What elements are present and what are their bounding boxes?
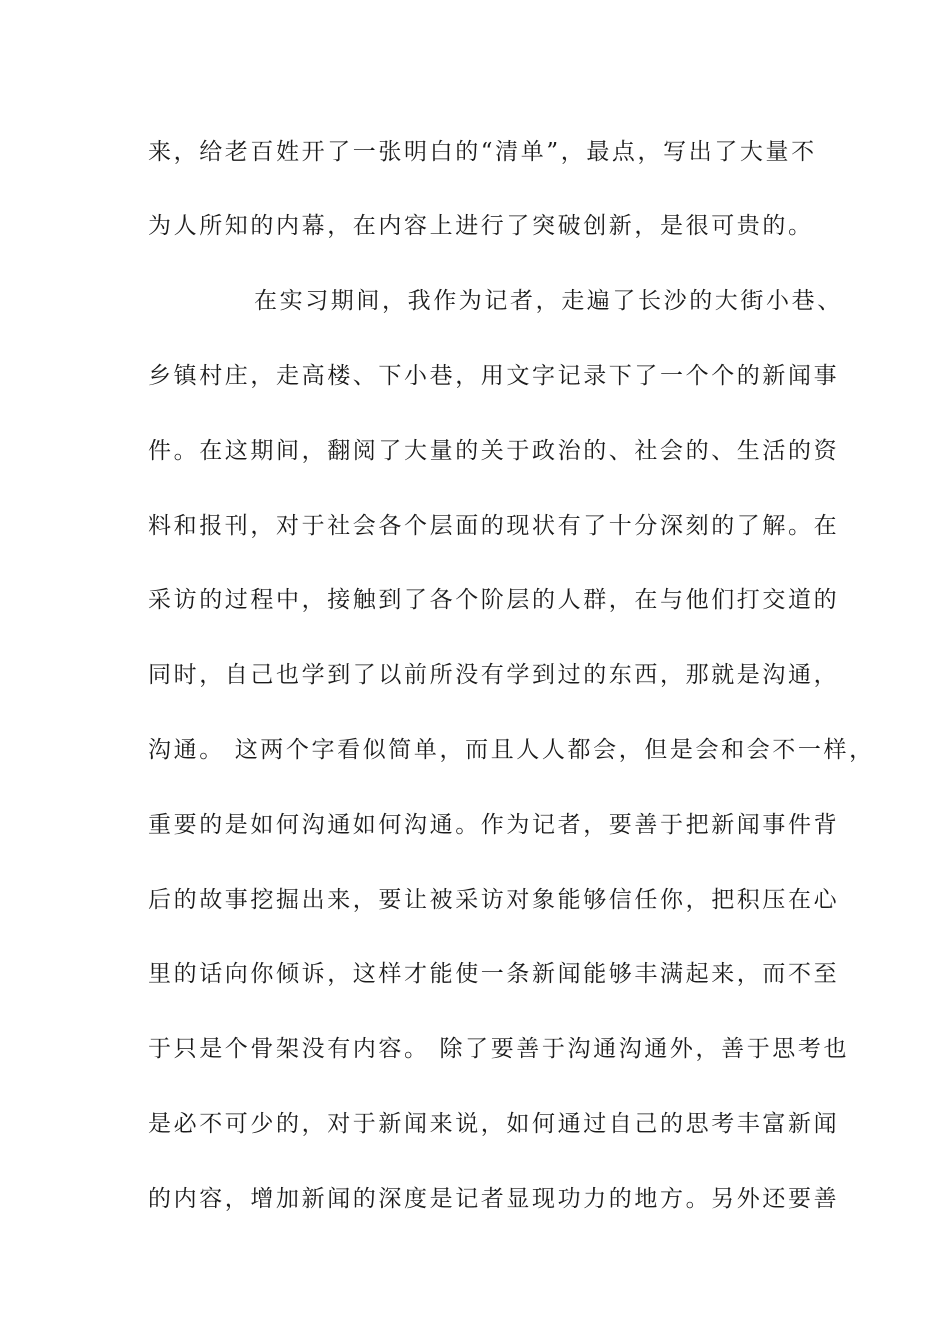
text-line: 采访的过程中，接触到了各个阶层的人群，在与他们打交道的 (148, 587, 840, 613)
text-line: 沟通。 这两个字看似简单，而且人人都会，但是会和会不一样， (148, 737, 875, 763)
text-line: 的内容，增加新闻的深度是记者显现功力的地方。另外还要善 (148, 1186, 840, 1212)
text-line: 同时，自己也学到了以前所没有学到过的东西，那就是沟通， (148, 662, 840, 688)
text-line: 乡镇村庄，走高楼、下小巷，用文字记录下了一个个的新闻事 (148, 363, 840, 389)
text-line: 件。在这期间，翻阅了大量的关于政治的、社会的、生活的资 (148, 438, 840, 464)
text-line: 重要的是如何沟通如何沟通。作为记者，要善于把新闻事件背 (148, 812, 840, 838)
text-line: 后的故事挖掘出来，要让被采访对象能够信任你，把积压在心 (148, 887, 840, 913)
text-line: 料和报刊，对于社会各个层面的现状有了十分深刻的了解。在 (148, 513, 840, 539)
text-line: 里的话向你倾诉，这样才能使一条新闻能够丰满起来，而不至 (148, 961, 840, 987)
text-line: 于只是个骨架没有内容。 除了要善于沟通沟通外，善于思考也 (148, 1036, 850, 1062)
paragraph-start-line: 在实习期间，我作为记者，走遍了长沙的大街小巷、 (254, 288, 843, 314)
text-line: 来，给老百姓开了一张明白的“清单”，最点，写出了大量不 (148, 139, 817, 165)
text-line: 是必不可少的，对于新闻来说，如何通过自己的思考丰富新闻 (148, 1111, 840, 1137)
text-line: 为人所知的内幕，在内容上进行了突破创新，是很可贵的。 (148, 213, 814, 239)
